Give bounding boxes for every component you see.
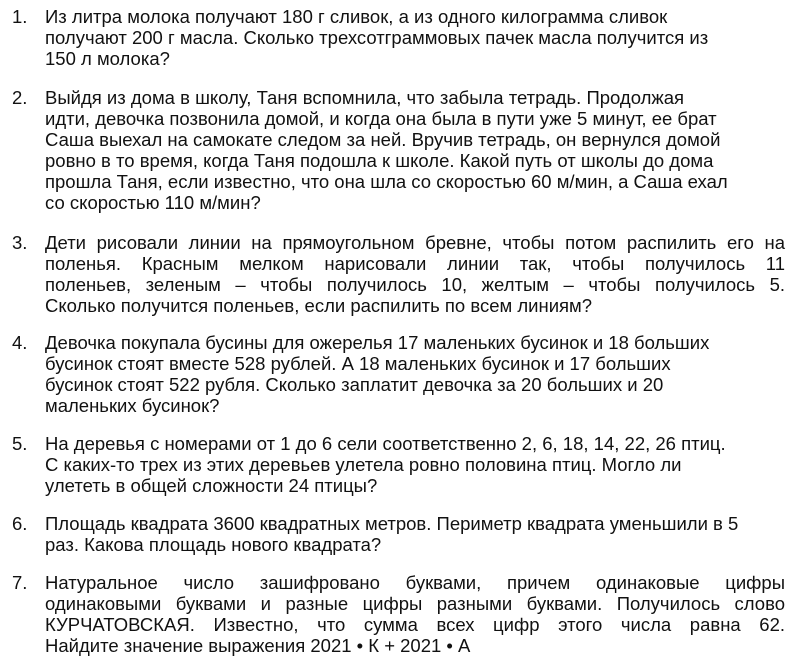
task-line: Саша выехал на самокате следом за ней. Вручив тетрадь, он вернулся домой: [45, 129, 721, 150]
task-line: поленьев, зеленым – чтобы получилось 10, желтым – чтобы получилось 5.: [45, 274, 785, 295]
task-number: 6.: [12, 513, 28, 534]
task-line: со скоростью 110 м/мин?: [45, 192, 261, 213]
task-text: [45, 572, 785, 656]
task-line: Из литра молока получают 180 г сливок, а из одного килограмма сливок: [45, 6, 668, 27]
task-line: прошла Таня, если известно, что она шла со скоростью 60 м/мин, а Саша ехал: [45, 171, 728, 192]
task-line: С каких-то трех из этих деревьев улетела ровно половина птиц. Могло ли: [45, 454, 682, 475]
task-line: Девочка покупала бусины для ожерелья 17 маленьких бусинок и 18 больших: [45, 332, 710, 353]
task-number: 4.: [12, 332, 28, 353]
task-line: ровно в то время, когда Таня подошла к школе. Какой путь от школы до дома: [45, 150, 714, 171]
task-line: улететь в общей сложности 24 птицы?: [45, 475, 378, 496]
task-text: [45, 6, 785, 69]
task-line: маленьких бусинок?: [45, 395, 220, 416]
task-line: Натуральное число зашифровано буквами, причем одинаковые цифры: [45, 572, 785, 593]
task-line: получают 200 г масла. Сколько трехсотграммовых пачек масла получится из: [45, 27, 709, 48]
task-line: бусинок стоят вместе 528 рублей. А 18 маленьких бусинок и 17 больших: [45, 353, 671, 374]
task-line: раз. Какова площадь нового квадрата?: [45, 534, 382, 555]
task-text: [45, 513, 785, 555]
task-text: [45, 433, 785, 496]
task-number: 7.: [12, 572, 28, 593]
task-text: [45, 87, 785, 213]
task-line: КУРЧАТОВСКАЯ. Известно, что сумма всех цифр этого числа равна 62.: [45, 614, 785, 635]
task-line: 150 л молока?: [45, 48, 170, 69]
task-line: Дети рисовали линии на прямоугольном бревне, чтобы потом распилить его на: [45, 232, 785, 253]
task-line: Площадь квадрата 3600 квадратных метров. Периметр квадрата уменьшили в 5: [45, 513, 739, 534]
task-line: Выйдя из дома в школу, Таня вспомнила, что забыла тетрадь. Продолжая: [45, 87, 685, 108]
task-number: 1.: [12, 6, 28, 27]
task-line: бусинок стоят 522 рубля. Сколько заплатит девочка за 20 больших и 20: [45, 374, 664, 395]
task-line: поленья. Красным мелком нарисовали линии так, чтобы получилось 11: [45, 253, 785, 274]
task-number: 3.: [12, 232, 28, 253]
task-number: 5.: [12, 433, 28, 454]
task-number: 2.: [12, 87, 28, 108]
task-line: одинаковыми буквами и разные цифры разными буквами. Получилось слово: [45, 593, 785, 614]
task-line: Сколько получится поленьев, если распилить по всем линиям?: [45, 295, 593, 316]
task-text: [45, 232, 785, 316]
task-line: На деревья с номерами от 1 до 6 сели соответственно 2, 6, 18, 14, 22, 26 птиц.: [45, 433, 726, 454]
task-line: Найдите значение выражения 2021 • К + 2021 • А: [45, 635, 471, 656]
task-text: [45, 332, 785, 416]
task-line: идти, девочка позвонила домой, и когда она была в пути уже 5 минут, ее брат: [45, 108, 717, 129]
